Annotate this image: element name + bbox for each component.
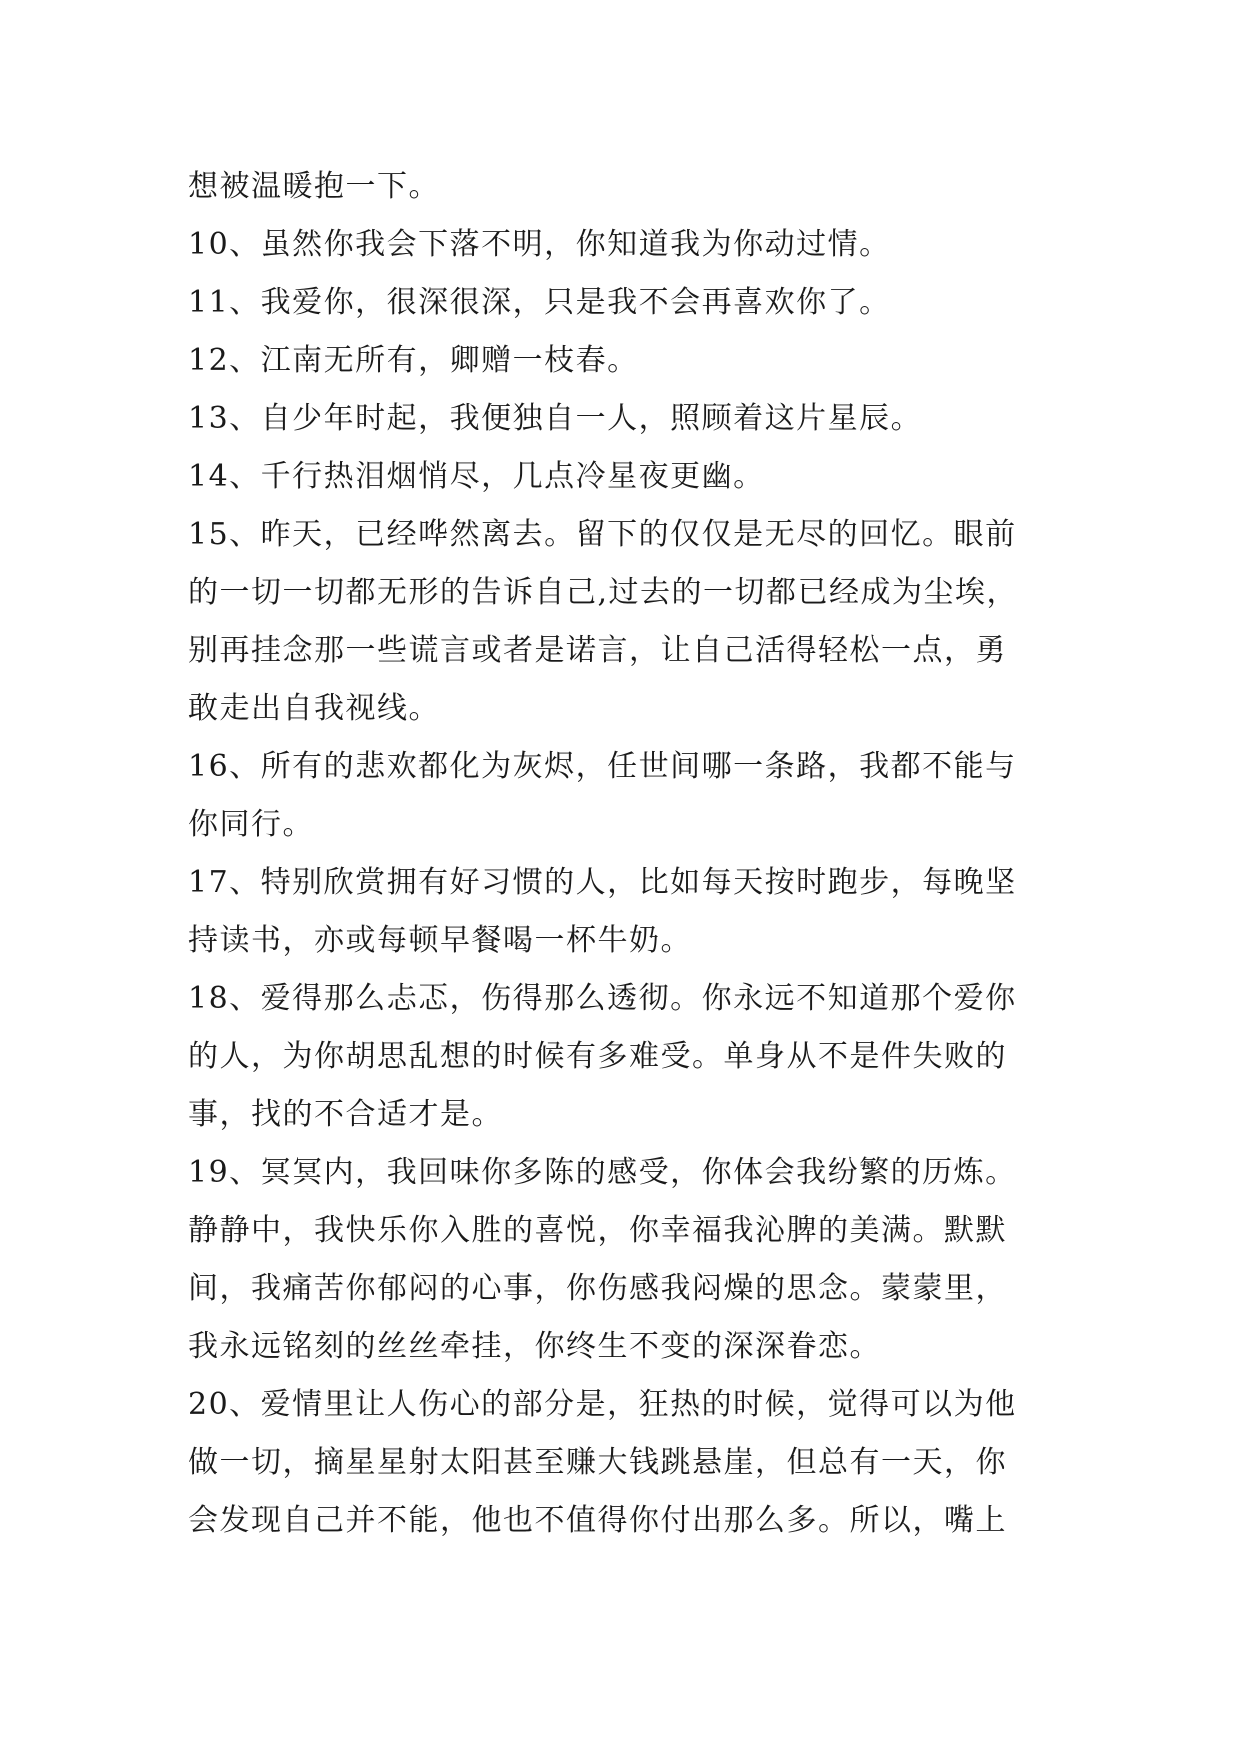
text-line: 19、冥冥内，我回味你多陈的感受，你体会我纷繁的历炼。 xyxy=(188,1155,1017,1190)
text-line: 持读书，亦或每顿早餐喝一杯牛奶。 xyxy=(188,923,692,958)
text-line: 静静中，我快乐你入胜的喜悦，你幸福我沁脾的美满。默默 xyxy=(188,1213,1007,1248)
text-line: 间，我痛苦你郁闷的心事，你伤感我闷燥的思念。蒙蒙里， xyxy=(188,1271,1007,1306)
text-line: 你同行。 xyxy=(188,807,314,842)
text-line: 11、我爱你，很深很深，只是我不会再喜欢你了。 xyxy=(188,285,891,320)
text-line: 想被温暖抱一下。 xyxy=(188,169,440,204)
text-line: 我永远铭刻的丝丝牵挂，你终生不变的深深眷恋。 xyxy=(188,1329,881,1364)
text-line: 16、所有的悲欢都化为灰烬，任世间哪一条路，我都不能与 xyxy=(188,749,1017,784)
text-line: 的人，为你胡思乱想的时候有多难受。单身从不是件失败的 xyxy=(188,1039,1007,1074)
text-line: 15、昨天，已经哗然离去。留下的仅仅是无尽的回忆。眼前 xyxy=(188,517,1017,552)
text-line: 20、爱情里让人伤心的部分是，狂热的时候，觉得可以为他 xyxy=(188,1387,1017,1422)
text-line: 做一切，摘星星射太阳甚至赚大钱跳悬崖，但总有一天，你 xyxy=(188,1445,1007,1480)
text-line: 会发现自己并不能，他也不值得你付出那么多。所以，嘴上 xyxy=(188,1503,1007,1538)
text-line: 13、自少年时起，我便独自一人，照顾着这片星辰。 xyxy=(188,401,923,436)
text-line: 17、特别欣赏拥有好习惯的人，比如每天按时跑步，每晚坚 xyxy=(188,865,1017,900)
text-line: 14、千行热泪烟悄尽，几点冷星夜更幽。 xyxy=(188,459,765,494)
text-line: 18、爱得那么忐忑，伤得那么透彻。你永远不知道那个爱你 xyxy=(188,981,1017,1016)
text-line: 敢走出自我视线。 xyxy=(188,691,440,726)
document-body xyxy=(188,158,1068,1550)
text-line: 事，找的不合适才是。 xyxy=(188,1097,503,1132)
text-line: 10、虽然你我会下落不明，你知道我为你动过情。 xyxy=(188,227,891,262)
text-line: 的一切一切都无形的告诉自己,过去的一切都已经成为尘埃， xyxy=(188,575,1019,610)
text-line: 别再挂念那一些谎言或者是诺言，让自己活得轻松一点，勇 xyxy=(188,633,1007,668)
text-line: 12、江南无所有，卿赠一枝春。 xyxy=(188,343,639,378)
